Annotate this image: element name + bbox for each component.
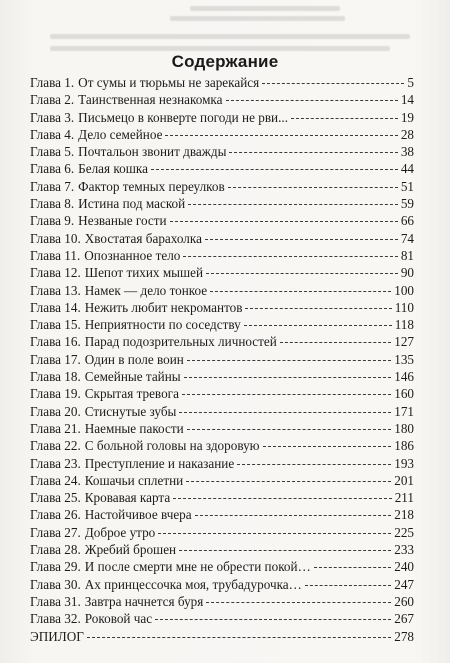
page-number: 90 <box>400 265 414 281</box>
chapter-number: Глава 11. <box>30 247 81 263</box>
toc-entry <box>30 299 414 316</box>
chapter-number: Глава 29. <box>30 559 81 575</box>
page-number: 233 <box>394 542 414 558</box>
chapter-title: Скрытая тревога <box>84 386 179 402</box>
toc-entry <box>30 282 414 299</box>
toc-entry <box>30 403 414 420</box>
toc-entry <box>30 558 414 575</box>
toc-entry <box>30 420 414 437</box>
toc-entry <box>30 368 414 385</box>
toc-entry <box>30 437 414 454</box>
chapter-title: И после смерти мне не обрести покой… <box>84 559 311 575</box>
page-number: 267 <box>394 611 414 627</box>
toc-entry <box>30 74 414 91</box>
chapter-title: Письмецо в конверте погоди не рви... <box>78 109 288 125</box>
chapter-title: Намек — дело тонкое <box>84 282 208 298</box>
chapter-number: Глава 14. <box>30 299 81 315</box>
chapter-number: Глава 25. <box>30 490 81 506</box>
page-number: 171 <box>394 403 414 419</box>
chapter-number: Глава 8. <box>30 196 75 212</box>
toc-entry <box>30 195 414 212</box>
chapter-number: Глава 18. <box>30 369 81 385</box>
dot-leader <box>179 412 391 413</box>
chapter-number: Глава 12. <box>30 265 81 281</box>
chapter-number: Глава 21. <box>30 420 81 436</box>
chapter-number: Глава 32. <box>30 611 81 627</box>
page-number: 146 <box>394 369 414 385</box>
toc-entry <box>30 160 414 177</box>
chapter-title: С больной головы на здоровую <box>84 438 260 454</box>
chapter-title: Истина под маской <box>78 196 186 212</box>
dot-leader <box>263 446 392 447</box>
dot-leader <box>155 619 391 620</box>
page-number: 118 <box>394 317 414 333</box>
toc-entry <box>30 109 414 126</box>
chapter-number: Глава 9. <box>30 213 75 229</box>
chapter-title: Семейные тайны <box>84 369 181 385</box>
chapter-title: Жребий брошен <box>84 542 177 558</box>
page-number: 247 <box>394 576 414 592</box>
toc-entry <box>30 576 414 593</box>
chapter-number: Глава 23. <box>30 455 81 471</box>
table-of-contents <box>30 74 414 645</box>
toc-entry <box>30 143 414 160</box>
toc-entry <box>30 506 414 523</box>
dot-leader <box>280 342 391 343</box>
chapter-number: Глава 1. <box>30 75 75 90</box>
chapter-title: Незваные гости <box>78 213 167 229</box>
chapter-number: Глава 2. <box>30 92 75 108</box>
page-number: 180 <box>394 420 414 436</box>
dot-leader <box>165 135 397 136</box>
page-number: 218 <box>394 507 414 523</box>
page-number: 225 <box>394 524 414 540</box>
chapter-title: Шепот тихих мышей <box>84 265 204 281</box>
toc-entry <box>30 472 414 489</box>
page-number: 38 <box>400 144 414 160</box>
page-number: 201 <box>394 472 414 488</box>
chapter-title: От сумы и тюрьмы не зарекайся <box>78 75 260 90</box>
page-number: 127 <box>394 334 414 350</box>
page-number: 66 <box>400 213 414 229</box>
chapter-title: Наемные пакости <box>84 420 184 436</box>
chapter-number: Глава 26. <box>30 507 81 523</box>
dot-leader <box>228 187 398 188</box>
chapter-number: Глава 3. <box>30 109 75 125</box>
page-number: 240 <box>394 559 414 575</box>
chapter-title: Белая кошка <box>78 161 148 177</box>
page-number: 160 <box>394 386 414 402</box>
toc-entry <box>30 610 414 627</box>
chapter-title: Почтальон звонит дважды <box>78 144 227 160</box>
toc-entry <box>30 628 414 645</box>
chapter-number: Глава 7. <box>30 178 75 194</box>
toc-entry <box>30 230 414 247</box>
dot-leader <box>183 256 397 257</box>
page-number: 135 <box>394 351 414 367</box>
dot-leader <box>151 169 398 170</box>
page-number: 74 <box>400 230 414 246</box>
page-number: 19 <box>400 109 414 125</box>
chapter-title: Доброе утро <box>84 524 156 540</box>
chapter-number: Глава 16. <box>30 334 81 350</box>
dot-leader <box>187 360 391 361</box>
page-number: 211 <box>394 490 414 506</box>
chapter-title: Таинственная незнакомка <box>78 92 223 108</box>
dot-leader <box>206 273 398 274</box>
chapter-number: Глава 31. <box>30 593 81 609</box>
chapter-number: Глава 19. <box>30 386 81 402</box>
page-number: 59 <box>400 196 414 212</box>
dot-leader <box>210 291 391 292</box>
page-number: 5 <box>407 75 414 90</box>
chapter-title: Нежить любит некромантов <box>84 299 243 315</box>
chapter-title: Неприятности по соседству <box>84 317 241 333</box>
dot-leader <box>206 602 391 603</box>
dot-leader <box>158 533 391 534</box>
chapter-title: Роковой час <box>84 611 153 627</box>
chapter-number: Глава 13. <box>30 282 81 298</box>
dot-leader <box>170 221 398 222</box>
page-number: 28 <box>400 126 414 142</box>
chapter-title: Фактор темных переулков <box>78 178 225 194</box>
toc-entry <box>30 489 414 506</box>
page-number: 51 <box>400 178 414 194</box>
toc-entry <box>30 593 414 610</box>
page-number: 81 <box>400 247 414 263</box>
toc-entry <box>30 524 414 541</box>
chapter-number: ЭПИЛОГ <box>30 628 84 644</box>
chapter-title: Опознанное тело <box>84 247 181 263</box>
chapter-number: Глава 28. <box>30 542 81 558</box>
dot-leader <box>291 118 398 119</box>
chapter-title: Хвостатая барахолка <box>84 230 202 246</box>
chapter-title: Преступление и наказание <box>84 455 235 471</box>
page-number: 260 <box>394 593 414 609</box>
toc-entry <box>30 264 414 281</box>
chapter-title: Завтра начнется буря <box>84 593 204 609</box>
page-number: 44 <box>400 161 414 177</box>
chapter-number: Глава 22. <box>30 438 81 454</box>
chapter-title: Кровавая карта <box>84 490 171 506</box>
toc-entry <box>30 247 414 264</box>
page-number: 14 <box>400 92 414 108</box>
chapter-number: Глава 27. <box>30 524 81 540</box>
toc-entry <box>30 126 414 143</box>
chapter-title: Дело семейное <box>78 126 163 142</box>
dot-leader <box>205 239 398 240</box>
toc-entry <box>30 385 414 402</box>
dot-leader <box>173 498 392 499</box>
chapter-number: Глава 24. <box>30 472 81 488</box>
dot-leader <box>182 394 391 395</box>
chapter-title: Кошачьи сплетни <box>84 472 184 488</box>
dot-leader <box>184 377 392 378</box>
chapter-number: Глава 5. <box>30 144 75 160</box>
toc-entry <box>30 178 414 195</box>
dot-leader <box>186 481 391 482</box>
dot-leader <box>314 567 391 568</box>
chapter-number: Глава 10. <box>30 230 81 246</box>
dot-leader <box>87 637 391 638</box>
bleed-through-text <box>40 0 420 60</box>
chapter-title: Парад подозрительных личностей <box>84 334 277 350</box>
chapter-number: Глава 6. <box>30 161 75 177</box>
chapter-number: Глава 17. <box>30 351 81 367</box>
chapter-title: Ах принцессочка моя, трубадурочка… <box>84 576 302 592</box>
chapter-title: Один в поле воин <box>84 351 184 367</box>
dot-leader <box>179 550 391 551</box>
toc-entry <box>30 333 414 350</box>
chapter-number: Глава 30. <box>30 576 81 592</box>
toc-entry <box>30 541 414 558</box>
page-number: 110 <box>394 299 414 315</box>
toc-entry <box>30 351 414 368</box>
chapter-number: Глава 20. <box>30 403 81 419</box>
chapter-title: Стиснутые зубы <box>84 403 177 419</box>
toc-entry <box>30 316 414 333</box>
chapter-number: Глава 4. <box>30 126 75 142</box>
page-title: Содержание <box>171 52 279 71</box>
dot-leader <box>262 83 404 84</box>
dot-leader <box>226 100 398 101</box>
page-number: 278 <box>394 628 414 644</box>
dot-leader <box>237 464 391 465</box>
toc-entry <box>30 455 414 472</box>
dot-leader <box>244 325 392 326</box>
dot-leader <box>188 204 398 205</box>
dot-leader <box>187 429 392 430</box>
dot-leader <box>229 152 397 153</box>
page-number: 186 <box>394 438 414 454</box>
page-number: 193 <box>394 455 414 471</box>
dot-leader <box>245 308 391 309</box>
toc-entry <box>30 91 414 108</box>
toc-entry <box>30 212 414 229</box>
dot-leader <box>195 515 392 516</box>
chapter-number: Глава 15. <box>30 317 81 333</box>
page-number: 100 <box>394 282 414 298</box>
dot-leader <box>305 585 391 586</box>
chapter-title: Настойчивое вчера <box>84 507 192 523</box>
